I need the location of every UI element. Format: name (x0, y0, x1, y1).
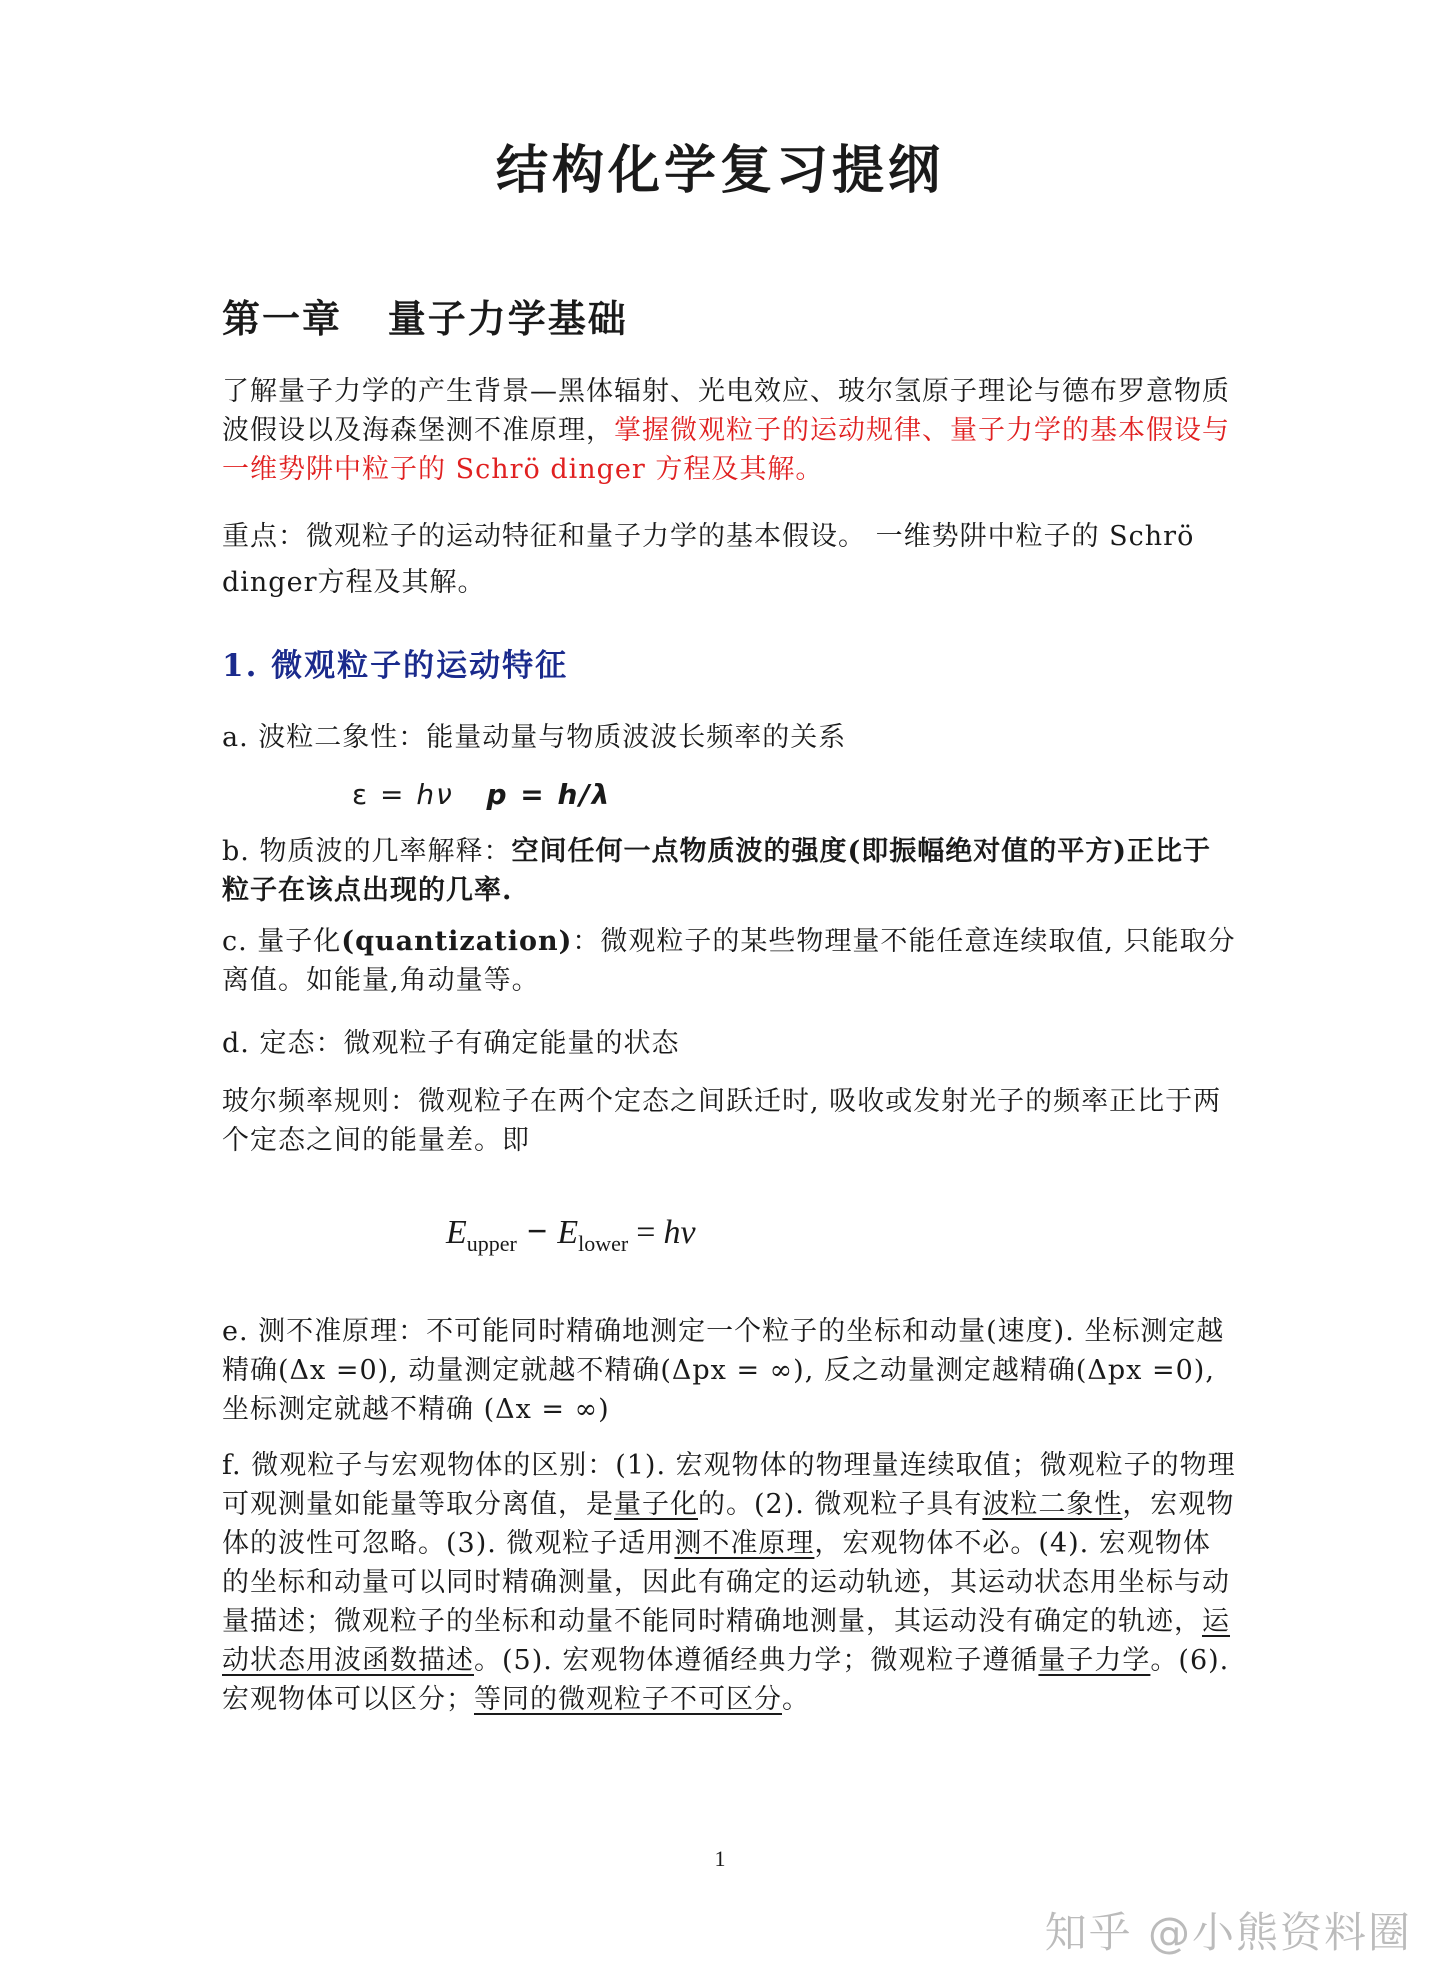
bohr-rule-paragraph: 玻尔频率规则：微观粒子在两个定态之间跃迁时, 吸收或发射光子的频率正比于两个定态之间的能量差。即 (222, 1086, 1222, 1156)
watermark-text: 知乎 @小熊资料圈 (1044, 1908, 1412, 1957)
item-f-text-1: f. 微观粒子与宏观物体的区别：(1). 宏观物体的物理量连续取值；微观粒子的物理可观测量如能量等取分离值，是 (222, 1450, 1236, 1520)
item-f-underline-2: 波粒二象性 (982, 1489, 1123, 1520)
item-a-paragraph: a. 波粒二象性：能量动量与物质波波长频率的关系 (222, 722, 847, 753)
item-b-paragraph (222, 832, 1238, 910)
item-f-text-3: ，宏观物体的波性可忽略。(3). 微观粒子适用 (222, 1489, 1235, 1559)
formula-e-upper: E (446, 1214, 467, 1251)
item-f-underline-1: 量子化 (614, 1489, 698, 1520)
chapter-title: 第一章 量子力学基础 (222, 296, 628, 341)
item-d-paragraph: d. 定态：微观粒子有确定能量的状态 (222, 1028, 680, 1059)
section-title: 1. 微观粒子的运动特征 (222, 648, 569, 684)
item-f-text-4: ，宏观物体不必。(4). 宏观物体的坐标和动量可以同时精确测量，因此有确定的运动轨迹，其运动状态用坐标与动量描述；微观粒子的坐标和动量不能同时精确地测量，其运动没有确定的轨迹， (222, 1528, 1230, 1637)
key-points-paragraph: 重点：微观粒子的运动特征和量子力学的基本假设。 一维势阱中粒子的 Schrö dinger方程及其解。 (222, 521, 1195, 598)
formula-energy-rhs: hν (416, 778, 454, 811)
formula-sub-lower: lower (578, 1230, 629, 1256)
item-c-rest: ：微观粒子的某些物理量不能任意连续取值, 只能取分离值。如能量,角动量等。 (222, 926, 1236, 996)
formula-e-lower: E (557, 1214, 579, 1251)
item-f-underline-6: 等同的微观粒子不可区分 (474, 1684, 782, 1715)
document-title: 结构化学复习提纲 (495, 140, 944, 201)
page-number: 1 (714, 1846, 726, 1871)
item-f-text-7: 。 (782, 1684, 810, 1715)
intro-text: 了解量子力学的产生背景—黑体辐射、光电效应、玻尔氢原子理论与德布罗意物质波假设以及海森堡测不准原理， (222, 376, 1230, 446)
formula-minus: − (526, 1211, 548, 1251)
formula-sub-upper: upper (466, 1230, 517, 1256)
item-b-bold-text: 空间任何一点物质波的强度(即振幅绝对值的平方)正比于粒子在该点出现的几率. (222, 836, 1212, 906)
formula-h-nu: hν (663, 1214, 696, 1251)
item-f-text-2: 的。(2). 微观粒子具有 (698, 1489, 983, 1520)
item-f-text-5: 。(5). 宏观物体遵循经典力学；微观粒子遵循 (474, 1645, 1039, 1676)
bohr-frequency-formula (446, 1210, 696, 1257)
item-e-paragraph: e. 测不准原理：不可能同时精确地测定一个粒子的坐标和动量(速度). 坐标测定越精确(Δx =0), 动量测定就越不精确(Δpx = ∞), 反之动量测定越精确(Δpx =0), 坐标测定就越不精确 (Δx = ∞) (222, 1316, 1225, 1425)
item-f-underline-4: 运动状态用波函数描述 (222, 1606, 1230, 1676)
formula-momentum: p = h/λ (486, 778, 612, 811)
formula-equals: = (636, 1214, 656, 1251)
item-c-bold-term: (quantization) (341, 926, 573, 957)
item-c-prefix: c. 量子化 (222, 926, 342, 957)
item-b-prefix: b. 物质波的几率解释： (222, 836, 512, 867)
wave-particle-formula (352, 778, 611, 811)
intro-emphasis-text: 掌握微观粒子的运动规律、量子力学的基本假设与一维势阱中粒子的 Schrö dinger 方程及其解。 (222, 415, 1230, 485)
formula-energy-lhs: ε = (352, 778, 417, 811)
item-c-paragraph (222, 922, 1238, 1000)
intro-paragraph (222, 372, 1238, 489)
item-f-text-6: 。(6). 宏观物体可以区分； (222, 1645, 1230, 1715)
item-f-underline-3: 测不准原理 (674, 1528, 815, 1559)
item-f-paragraph (222, 1446, 1238, 1719)
item-f-underline-5: 量子力学 (1038, 1645, 1151, 1676)
